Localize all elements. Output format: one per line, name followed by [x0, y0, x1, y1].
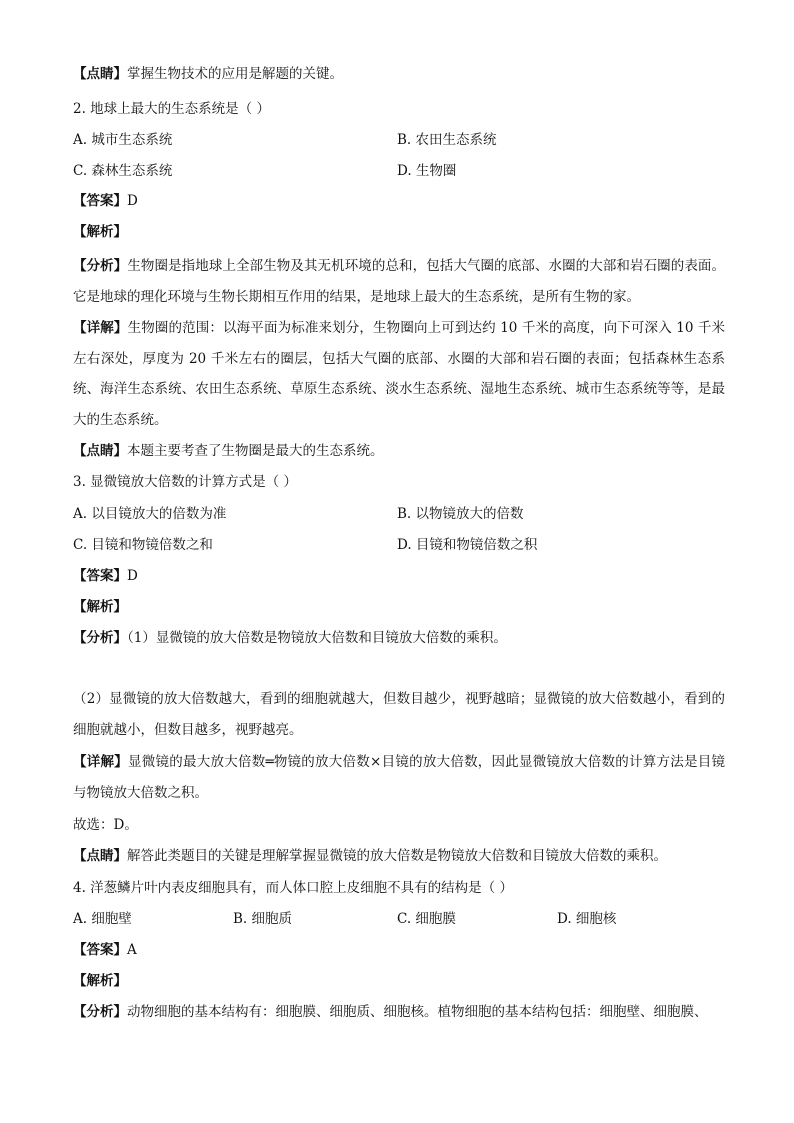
q3-xiangjie-text: 显微镜的最大放大倍数═物镜的放大倍数×目镜的放大倍数，因此显微镜放大倍数的计算方法是目镜与物镜放大倍数之积。 — [73, 754, 725, 801]
q4-option-b: B. 细胞质 — [233, 911, 293, 927]
q2-dianjing-line — [73, 441, 733, 461]
q3-stem: 3. 显微镜放大倍数的计算方式是（ ） — [73, 474, 297, 490]
dianjing-label: 【点睛】 — [73, 848, 127, 864]
fenxi-label: 【分析】 — [73, 258, 128, 274]
q4-answer-line — [73, 940, 733, 960]
q3-xiangjie-paragraph — [73, 747, 725, 808]
q3-option-d: D. 目镜和物镜倍数之积 — [397, 537, 538, 553]
fenxi-label: 【分析】 — [73, 630, 127, 646]
q4-stem: 4. 洋葱鳞片叶内表皮细胞具有，而人体口腔上皮细胞不具有的结构是（ ） — [73, 880, 513, 896]
q3-dianjing-line — [73, 846, 733, 866]
xiangjie-label: 【详解】 — [73, 320, 128, 336]
q4-fenxi-line — [73, 1002, 733, 1022]
jiexi-label: 【解析】 — [73, 599, 127, 615]
q3-fenxi-line — [73, 628, 733, 648]
q4-option-a: A. 细胞壁 — [73, 911, 132, 927]
answer-label: 【答案】 — [73, 942, 127, 958]
q3-option-c: C. 目镜和物镜倍数之和 — [73, 537, 213, 553]
q2-option-b: B. 农田生态系统 — [397, 132, 497, 148]
jiexi-label: 【解析】 — [73, 224, 127, 240]
q3-option-a: A. 以目镜放大的倍数为准 — [73, 506, 227, 522]
q2-fenxi-paragraph — [73, 251, 725, 312]
answer-label: 【答案】 — [73, 193, 127, 209]
q2-jiexi-line — [73, 222, 733, 242]
q4-fenxi-text: 动物细胞的基本结构有：细胞膜、细胞质、细胞核。植物细胞的基本结构包括：细胞壁、细胞膜、 — [127, 1004, 708, 1020]
xiangjie-label: 【详解】 — [73, 754, 128, 770]
q3-jiexi-line — [73, 597, 733, 617]
q3-fenxi-text: （1）显微镜的放大倍数是物镜放大倍数和目镜放大倍数的乘积。 — [127, 630, 507, 646]
dianjing-label: 【点睛】 — [73, 66, 127, 82]
q4-option-d: D. 细胞核 — [557, 911, 617, 927]
q2-fenxi-text: 生物圈是指地球上全部生物及其无机环境的总和，包括大气圈的底部、水圈的大部和岩石圈的表面。它是地球的理化环境与生物长期相互作用的结果，是地球上最大的生态系统，是所有生物的家。 — [73, 258, 726, 305]
q2-option-c: C. 森林生态系统 — [73, 163, 173, 179]
q2-stem: 2. 地球上最大的生态系统是（ ） — [73, 101, 270, 117]
dianjing-label: 【点睛】 — [73, 443, 127, 459]
fenxi-label: 【分析】 — [73, 1004, 127, 1020]
q4-answer-value: A — [127, 942, 137, 958]
q2-xiangjie-text: 生物圈的范围：以海平面为标准来划分，生物圈向上可到达约 10 千米的高度，向下可深入 10 千米左右深处，厚度为 20 千米左右的圈层，包括大气圈的底部、水圈的大部和岩石圈的表面；包括森林生态系统、海洋生态系统、农田生态系统、草原生态系统、淡水生态系统、湿地生态系统、城市生态系统等等，是最大的生态系统。 — [73, 320, 726, 428]
q2-dianjing-text: 本题主要考查了生物圈是最大的生态系统。 — [127, 443, 384, 459]
q2-answer-value: D — [127, 193, 138, 209]
q3-guxuan: 故选：D。 — [73, 817, 138, 833]
q2-option-a: A. 城市生态系统 — [73, 132, 173, 148]
q2-option-d: D. 生物圈 — [397, 163, 457, 179]
q4-option-c: C. 细胞膜 — [397, 911, 456, 927]
q1-dianjing-line — [73, 64, 733, 84]
q4-jiexi-line — [73, 971, 733, 991]
answer-label: 【答案】 — [73, 568, 127, 584]
q3-answer-value: D — [127, 568, 138, 584]
q3-dianjing-text: 解答此类题目的关键是理解掌握显微镜的放大倍数是物镜放大倍数和目镜放大倍数的乘积。 — [127, 848, 667, 864]
q3-answer-line — [73, 566, 733, 586]
q3-option-b: B. 以物镜放大的倍数 — [397, 506, 524, 522]
jiexi-label: 【解析】 — [73, 973, 127, 989]
q1-dianjing-text: 掌握生物技术的应用是解题的关键。 — [127, 66, 343, 82]
q2-xiangjie-paragraph — [73, 313, 725, 435]
q3-fenxi-paragraph-2: （2）显微镜的放大倍数越大，看到的细胞就越大，但数目越少，视野越暗；显微镜的放大倍数越小，看到的细胞就越小，但数目越多，视野越亮。 — [73, 691, 725, 738]
q2-answer-line — [73, 191, 733, 211]
